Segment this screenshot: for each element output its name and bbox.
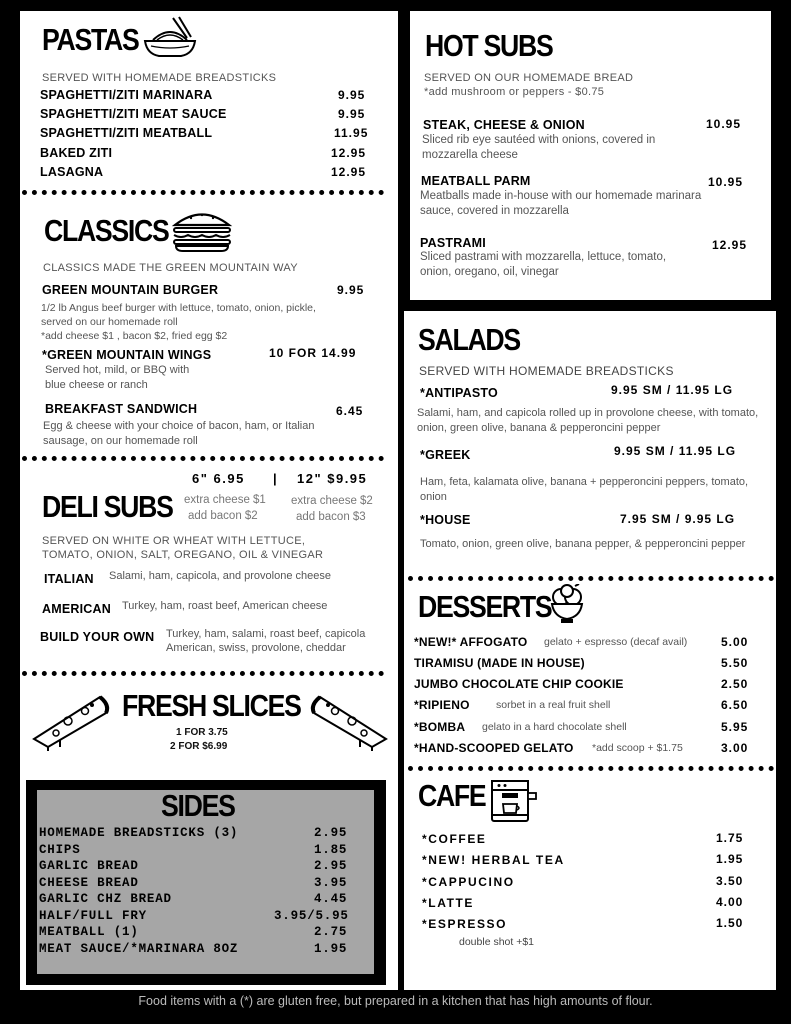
sides-item-name: HOMEMADE BREADSTICKS (3)	[39, 826, 239, 840]
pizza-slice-icon	[308, 693, 390, 751]
deli-title: DELI SUBS	[42, 489, 173, 524]
salads-item-name: *GREEK	[420, 448, 471, 462]
deli-item-name: BUILD YOUR OWN	[40, 630, 155, 644]
cafe-item-name: *NEW! HERBAL TEA	[422, 853, 565, 867]
pasta-item-name: LASAGNA	[40, 165, 104, 179]
classics-subtitle: CLASSICS MADE THE GREEN MOUNTAIN WAY	[43, 262, 298, 274]
hotsubs-note: *add mushroom or peppers - $0.75	[424, 86, 605, 98]
pasta-item-price: 12.95	[331, 165, 367, 179]
slices-price: 2 FOR $6.99	[170, 741, 228, 752]
sides-item-price: 2.95	[314, 826, 348, 840]
sides-item-price: 4.45	[314, 892, 348, 906]
hotsubs-item-price: 12.95	[712, 238, 748, 252]
divider	[22, 671, 384, 676]
burger-icon	[171, 208, 233, 252]
cafe-item-name: *LATTE	[422, 896, 475, 910]
classics-item-desc: 1/2 lb Angus beef burger with lettuce, tomato, onion, pickle, served on our homemade roll	[41, 302, 316, 328]
dessert-item-note: gelato in a hard chocolate shell	[482, 721, 627, 733]
deli-subtitle: TOMATO, ONION, SALT, OREGANO, OIL & VINEGAR	[42, 549, 324, 561]
salads-item-name: *ANTIPASTO	[420, 386, 498, 400]
divider	[408, 766, 774, 771]
dessert-item-price: 2.50	[721, 677, 749, 691]
sides-item-price: 1.85	[314, 843, 348, 857]
dessert-item-note: gelato + espresso (decaf avail)	[544, 636, 688, 648]
salads-title: SALADS	[418, 322, 520, 357]
dessert-item-name: TIRAMISU (MADE IN HOUSE)	[414, 656, 585, 670]
hotsubs-title: HOT SUBS	[425, 28, 553, 63]
deli-extra: extra cheese $1	[184, 494, 266, 506]
cafe-item-name: *ESPRESSO	[422, 917, 508, 931]
sides-item-name: GARLIC CHZ BREAD	[39, 892, 172, 906]
salads-item-desc: Tomato, onion, green olive, banana pepper, & pepperoncini pepper	[420, 538, 746, 550]
deli-item-desc: Turkey, ham, salami, roast beef, capicola	[166, 628, 366, 640]
deli-price-6: 6" 6.95	[192, 471, 245, 486]
pasta-item-price: 9.95	[338, 88, 366, 102]
sides-item-price: 1.95	[314, 942, 348, 956]
sides-item-name: GARLIC BREAD	[39, 859, 139, 873]
classics-item-name: BREAKFAST SANDWICH	[45, 402, 198, 416]
sides-item-price: 2.75	[314, 925, 348, 939]
deli-price-12: 12" $9.95	[297, 471, 368, 486]
deli-item-name: ITALIAN	[44, 572, 94, 586]
pasta-item-price: 12.95	[331, 146, 367, 160]
sides-item-name: MEAT SAUCE/*MARINARA 8OZ	[39, 942, 239, 956]
hotsubs-item-name: MEATBALL PARM	[421, 174, 531, 188]
sides-item-name: MEATBALL (1)	[39, 925, 139, 939]
cafe-item-price: 1.50	[716, 916, 744, 930]
salads-subtitle: SERVED WITH HOMEMADE BREADSTICKS	[419, 364, 674, 378]
hotsubs-subtitle: SERVED ON OUR HOMEMADE BREAD	[424, 72, 634, 84]
espresso-machine-icon	[490, 779, 538, 823]
cafe-item-name: *CAPPUCINO	[422, 875, 515, 889]
divider	[408, 576, 774, 581]
classics-item-name: *GREEN MOUNTAIN WINGS	[42, 348, 212, 362]
classics-item-desc: Served hot, mild, or BBQ with blue cheese or ranch	[45, 364, 190, 391]
deli-extra: extra cheese $2	[291, 495, 373, 507]
desserts-title: DESSERTS	[418, 589, 552, 624]
classics-item-note: *add cheese $1 , bacon $2, fried egg $2	[41, 330, 228, 342]
deli-item-desc: American, swiss, provolone, cheddar	[166, 642, 346, 654]
dessert-item-price: 5.00	[721, 635, 749, 649]
slices-title: FRESH SLICES	[122, 688, 301, 723]
dessert-item-name: *HAND-SCOOPED GELATO	[414, 741, 574, 755]
deli-price-sep: |	[273, 471, 278, 486]
divider	[22, 190, 384, 195]
hotsubs-item-name: PASTRAMI	[420, 236, 486, 250]
pasta-item-name: SPAGHETTI/ZITI MEATBALL	[40, 126, 213, 140]
sides-title: SIDES	[161, 788, 235, 823]
pasta-item-name: SPAGHETTI/ZITI MARINARA	[40, 88, 213, 102]
cafe-item-price: 1.95	[716, 852, 744, 866]
pasta-item-name: BAKED ZITI	[40, 146, 113, 160]
slices-price: 1 FOR 3.75	[176, 727, 228, 738]
salads-item-price: 9.95 SM / 11.95 LG	[611, 383, 734, 397]
cafe-item-name: *COFFEE	[422, 832, 487, 846]
ice-cream-icon	[549, 584, 585, 624]
pasta-item-name: SPAGHETTI/ZITI MEAT SAUCE	[40, 107, 227, 121]
deli-item-name: AMERICAN	[42, 602, 111, 616]
salads-item-desc: Ham, feta, kalamata olive, banana + pepperoncini peppers, tomato, onion	[420, 476, 749, 503]
pasta-item-price: 9.95	[338, 107, 366, 121]
salads-item-desc: Salami, ham, and capicola rolled up in provolone cheese, with tomato, onion, green olive, banana & pepperoncini pepper	[417, 407, 759, 434]
dessert-item-name: JUMBO CHOCOLATE CHIP COOKIE	[414, 677, 624, 691]
dessert-item-note: *add scoop + $1.75	[592, 742, 683, 754]
dessert-item-price: 3.00	[721, 741, 749, 755]
deli-item-desc: Turkey, ham, roast beef, American cheese	[122, 600, 328, 612]
classics-item-price: 6.45	[336, 404, 364, 418]
hotsubs-item-desc: Sliced pastrami with mozzarella, lettuce, tomato, onion, oregano, oil, vinegar	[420, 251, 667, 278]
hotsubs-item-desc: Meatballs made in-house with our homemade marinara sauce, covered in mozzarella	[420, 190, 702, 217]
dessert-item-name: *NEW!* AFFOGATO	[414, 635, 528, 649]
sides-item-name: CHEESE BREAD	[39, 876, 139, 890]
classics-item-name: GREEN MOUNTAIN BURGER	[42, 283, 219, 297]
classics-item-price: 9.95	[337, 283, 365, 297]
hotsubs-item-price: 10.95	[708, 175, 744, 189]
dessert-item-price: 5.95	[721, 720, 749, 734]
salads-item-price: 7.95 SM / 9.95 LG	[620, 512, 736, 526]
deli-extra: add bacon $3	[296, 511, 366, 523]
deli-subtitle: SERVED ON WHITE OR WHEAT WITH LETTUCE,	[42, 535, 306, 547]
dessert-item-price: 6.50	[721, 698, 749, 712]
cafe-note: double shot +$1	[459, 936, 535, 948]
pizza-slice-icon	[30, 693, 112, 751]
deli-extra: add bacon $2	[188, 510, 258, 522]
salads-item-name: *HOUSE	[420, 513, 471, 527]
salads-item-price: 9.95 SM / 11.95 LG	[614, 444, 737, 458]
pastas-subtitle: SERVED WITH HOMEMADE BREADSTICKS	[42, 72, 277, 84]
hotsubs-item-price: 10.95	[706, 117, 742, 131]
pasta-bowl-icon	[143, 16, 197, 60]
classics-title: CLASSICS	[44, 213, 169, 248]
footer-note: Food items with a (*) are gluten free, but prepared in a kitchen that has high amounts of flour.	[138, 994, 653, 1008]
pastas-title: PASTAS	[42, 22, 139, 57]
pasta-item-price: 11.95	[334, 126, 369, 140]
hotsubs-item-desc: Sliced rib eye sautéed with onions, covered in mozzarella cheese	[422, 134, 656, 161]
dessert-item-name: *RIPIENO	[414, 698, 470, 712]
sides-item-price: 3.95	[314, 876, 348, 890]
classics-item-desc: Egg & cheese with your choice of bacon, ham, or Italian sausage, on our homemade roll	[43, 420, 315, 447]
hotsubs-item-name: STEAK, CHEESE & ONION	[423, 118, 585, 132]
cafe-item-price: 1.75	[716, 831, 744, 845]
cafe-item-price: 4.00	[716, 895, 744, 909]
sides-item-name: HALF/FULL FRY	[39, 909, 147, 923]
sides-item-price: 2.95	[314, 859, 348, 873]
deli-item-desc: Salami, ham, capicola, and provolone cheese	[109, 570, 331, 582]
sides-item-name: CHIPS	[39, 843, 81, 857]
cafe-item-price: 3.50	[716, 874, 744, 888]
dessert-item-note: sorbet in a real fruit shell	[496, 699, 611, 711]
classics-item-price: 10 FOR 14.99	[269, 346, 357, 360]
cafe-title: CAFE	[418, 778, 486, 813]
dessert-item-name: *BOMBA	[414, 720, 466, 734]
divider	[22, 456, 384, 461]
sides-item-price: 3.95/5.95	[274, 909, 349, 923]
dessert-item-price: 5.50	[721, 656, 749, 670]
